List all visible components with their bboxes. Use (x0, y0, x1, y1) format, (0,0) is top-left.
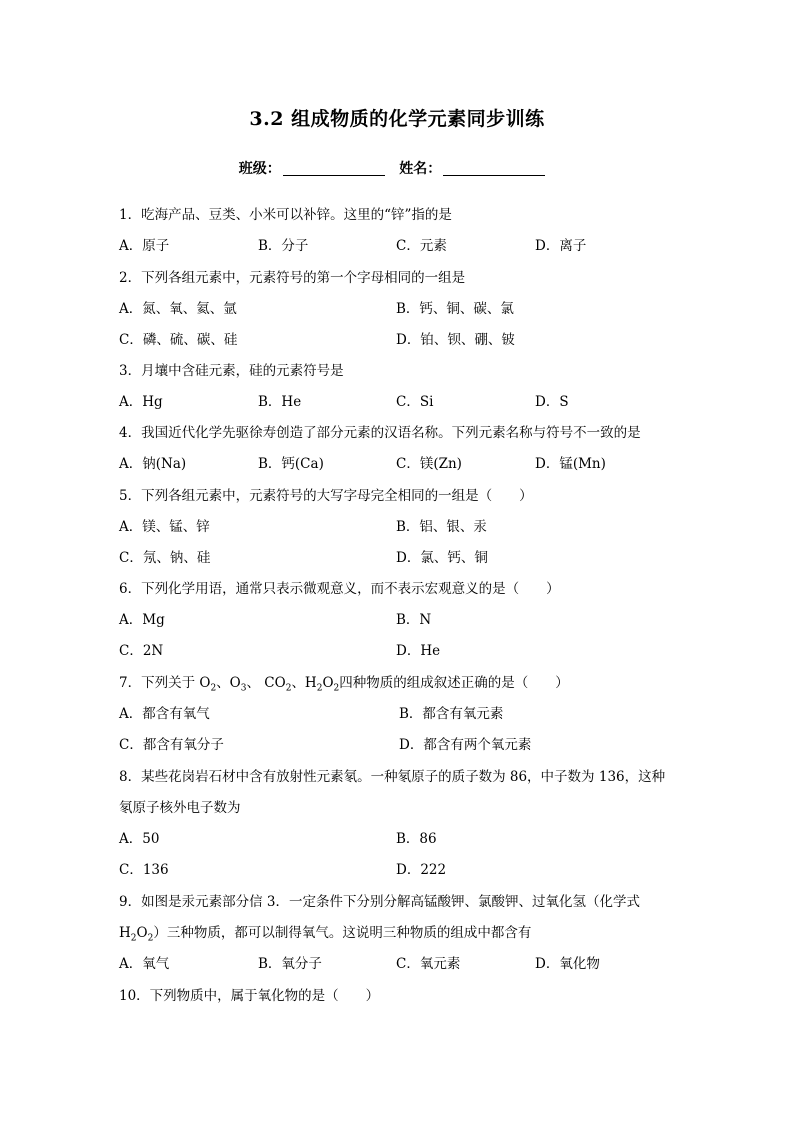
q9-option-b: B．氧分子 (258, 956, 322, 972)
q7-option-b: B．都含有氧元素 (399, 706, 504, 722)
q3-option-d: D．S (535, 394, 569, 410)
q9-option-c: C．氧元素 (396, 956, 461, 972)
q4-option-c: C．镁(Zn) (396, 456, 462, 472)
q8-option-b: B．86 (396, 831, 437, 847)
q9-option-a: A．氧气 (119, 956, 170, 972)
question-7-stem: 7．下列关于 $O_2$、$O_3$、 $CO_2$、$H_2O_2$四种物质的组成叙述正确的是（ ） (119, 675, 569, 694)
class-blank[interactable] (283, 161, 385, 176)
q6-option-a: A．Mg (119, 612, 165, 628)
q2-option-b: B．钙、铜、碳、氯 (396, 301, 514, 317)
q5-option-c: C．氖、钠、硅 (119, 550, 211, 566)
q2-option-d: D．铂、钡、硼、铍 (396, 332, 515, 348)
page-title: 3.2 组成物质的化学元素同步训练 (249, 108, 545, 130)
q8-option-d: D．222 (396, 862, 447, 878)
q6-option-b: B．N (396, 612, 432, 628)
question-1-stem: 1．吃海产品、豆类、小米可以补锌。这里的“锌”指的是 (119, 207, 452, 223)
q5-option-d: D．氯、钙、铜 (396, 550, 488, 566)
question-10-stem: 10．下列物质中，属于氧化物的是（ ） (119, 988, 380, 1004)
q7-option-d: D．都含有两个氧元素 (399, 737, 532, 753)
q6-option-c: C．2N (119, 643, 164, 659)
q8-option-a: A．50 (119, 831, 160, 847)
q3-option-a: A．Hg (119, 394, 163, 410)
q4-option-d: D．锰(Mn) (535, 456, 606, 472)
q4-option-a: A．钠(Na) (119, 456, 187, 472)
q5-option-a: A．镁、锰、锌 (119, 519, 210, 535)
question-9-stem-line1: 9．如图是汞元素部分信 3．一定条件下分别分解高锰酸钾、氯酸钾、过氧化氢（化学式 (119, 894, 640, 910)
q2-option-c: C．磷、硫、碳、硅 (119, 332, 238, 348)
question-9-stem-line2: $H_2O_2$）三种物质，都可以制得氧气。这说明三种物质的组成中都含有 (119, 925, 532, 944)
q4-option-b: B．钙(Ca) (258, 456, 324, 472)
q9-option-d: D．氧化物 (535, 956, 600, 972)
student-info (0, 158, 794, 178)
q1-option-a: A．原子 (119, 238, 170, 254)
q3-option-c: C．Si (396, 394, 434, 410)
q2-option-a: A．氮、氧、氦、氩 (119, 301, 237, 317)
question-2-stem: 2．下列各组元素中，元素符号的第一个字母相同的一组是 (119, 270, 466, 286)
q1-option-c: C．元素 (396, 238, 447, 254)
q3-option-b: B．He (258, 394, 302, 410)
q1-option-d: D．离子 (535, 238, 587, 254)
q7-option-a: A．都含有氧气 (119, 706, 210, 722)
question-3-stem: 3．月壤中含硅元素，硅的元素符号是 (119, 363, 344, 379)
q6-option-d: D．He (396, 643, 441, 659)
question-8-stem-line2: 氡原子核外电子数为 (119, 800, 241, 816)
q7-option-c: C．都含有氧分子 (119, 737, 224, 753)
q8-option-c: C．136 (119, 862, 169, 878)
question-4-stem: 4．我国近代化学先驱徐寿创造了部分元素的汉语名称。下列元素名称与符号不一致的是 (119, 425, 641, 441)
q1-option-b: B．分子 (258, 238, 309, 254)
q5-option-b: B．铝、银、汞 (396, 519, 487, 535)
name-label: 姓名： (399, 161, 442, 177)
question-8-stem-line1: 8．某些花岗岩石材中含有放射性元素氡。一种氡原子的质子数为 86，中子数为 136，这种 (119, 769, 666, 785)
question-6-stem: 6．下列化学用语，通常只表示微观意义，而不表示宏观意义的是（ ） (119, 581, 560, 597)
name-blank[interactable] (443, 161, 545, 176)
question-5-stem: 5．下列各组元素中，元素符号的大写字母完全相同的一组是（ ） (119, 488, 533, 504)
class-label: 班级： (238, 161, 281, 177)
